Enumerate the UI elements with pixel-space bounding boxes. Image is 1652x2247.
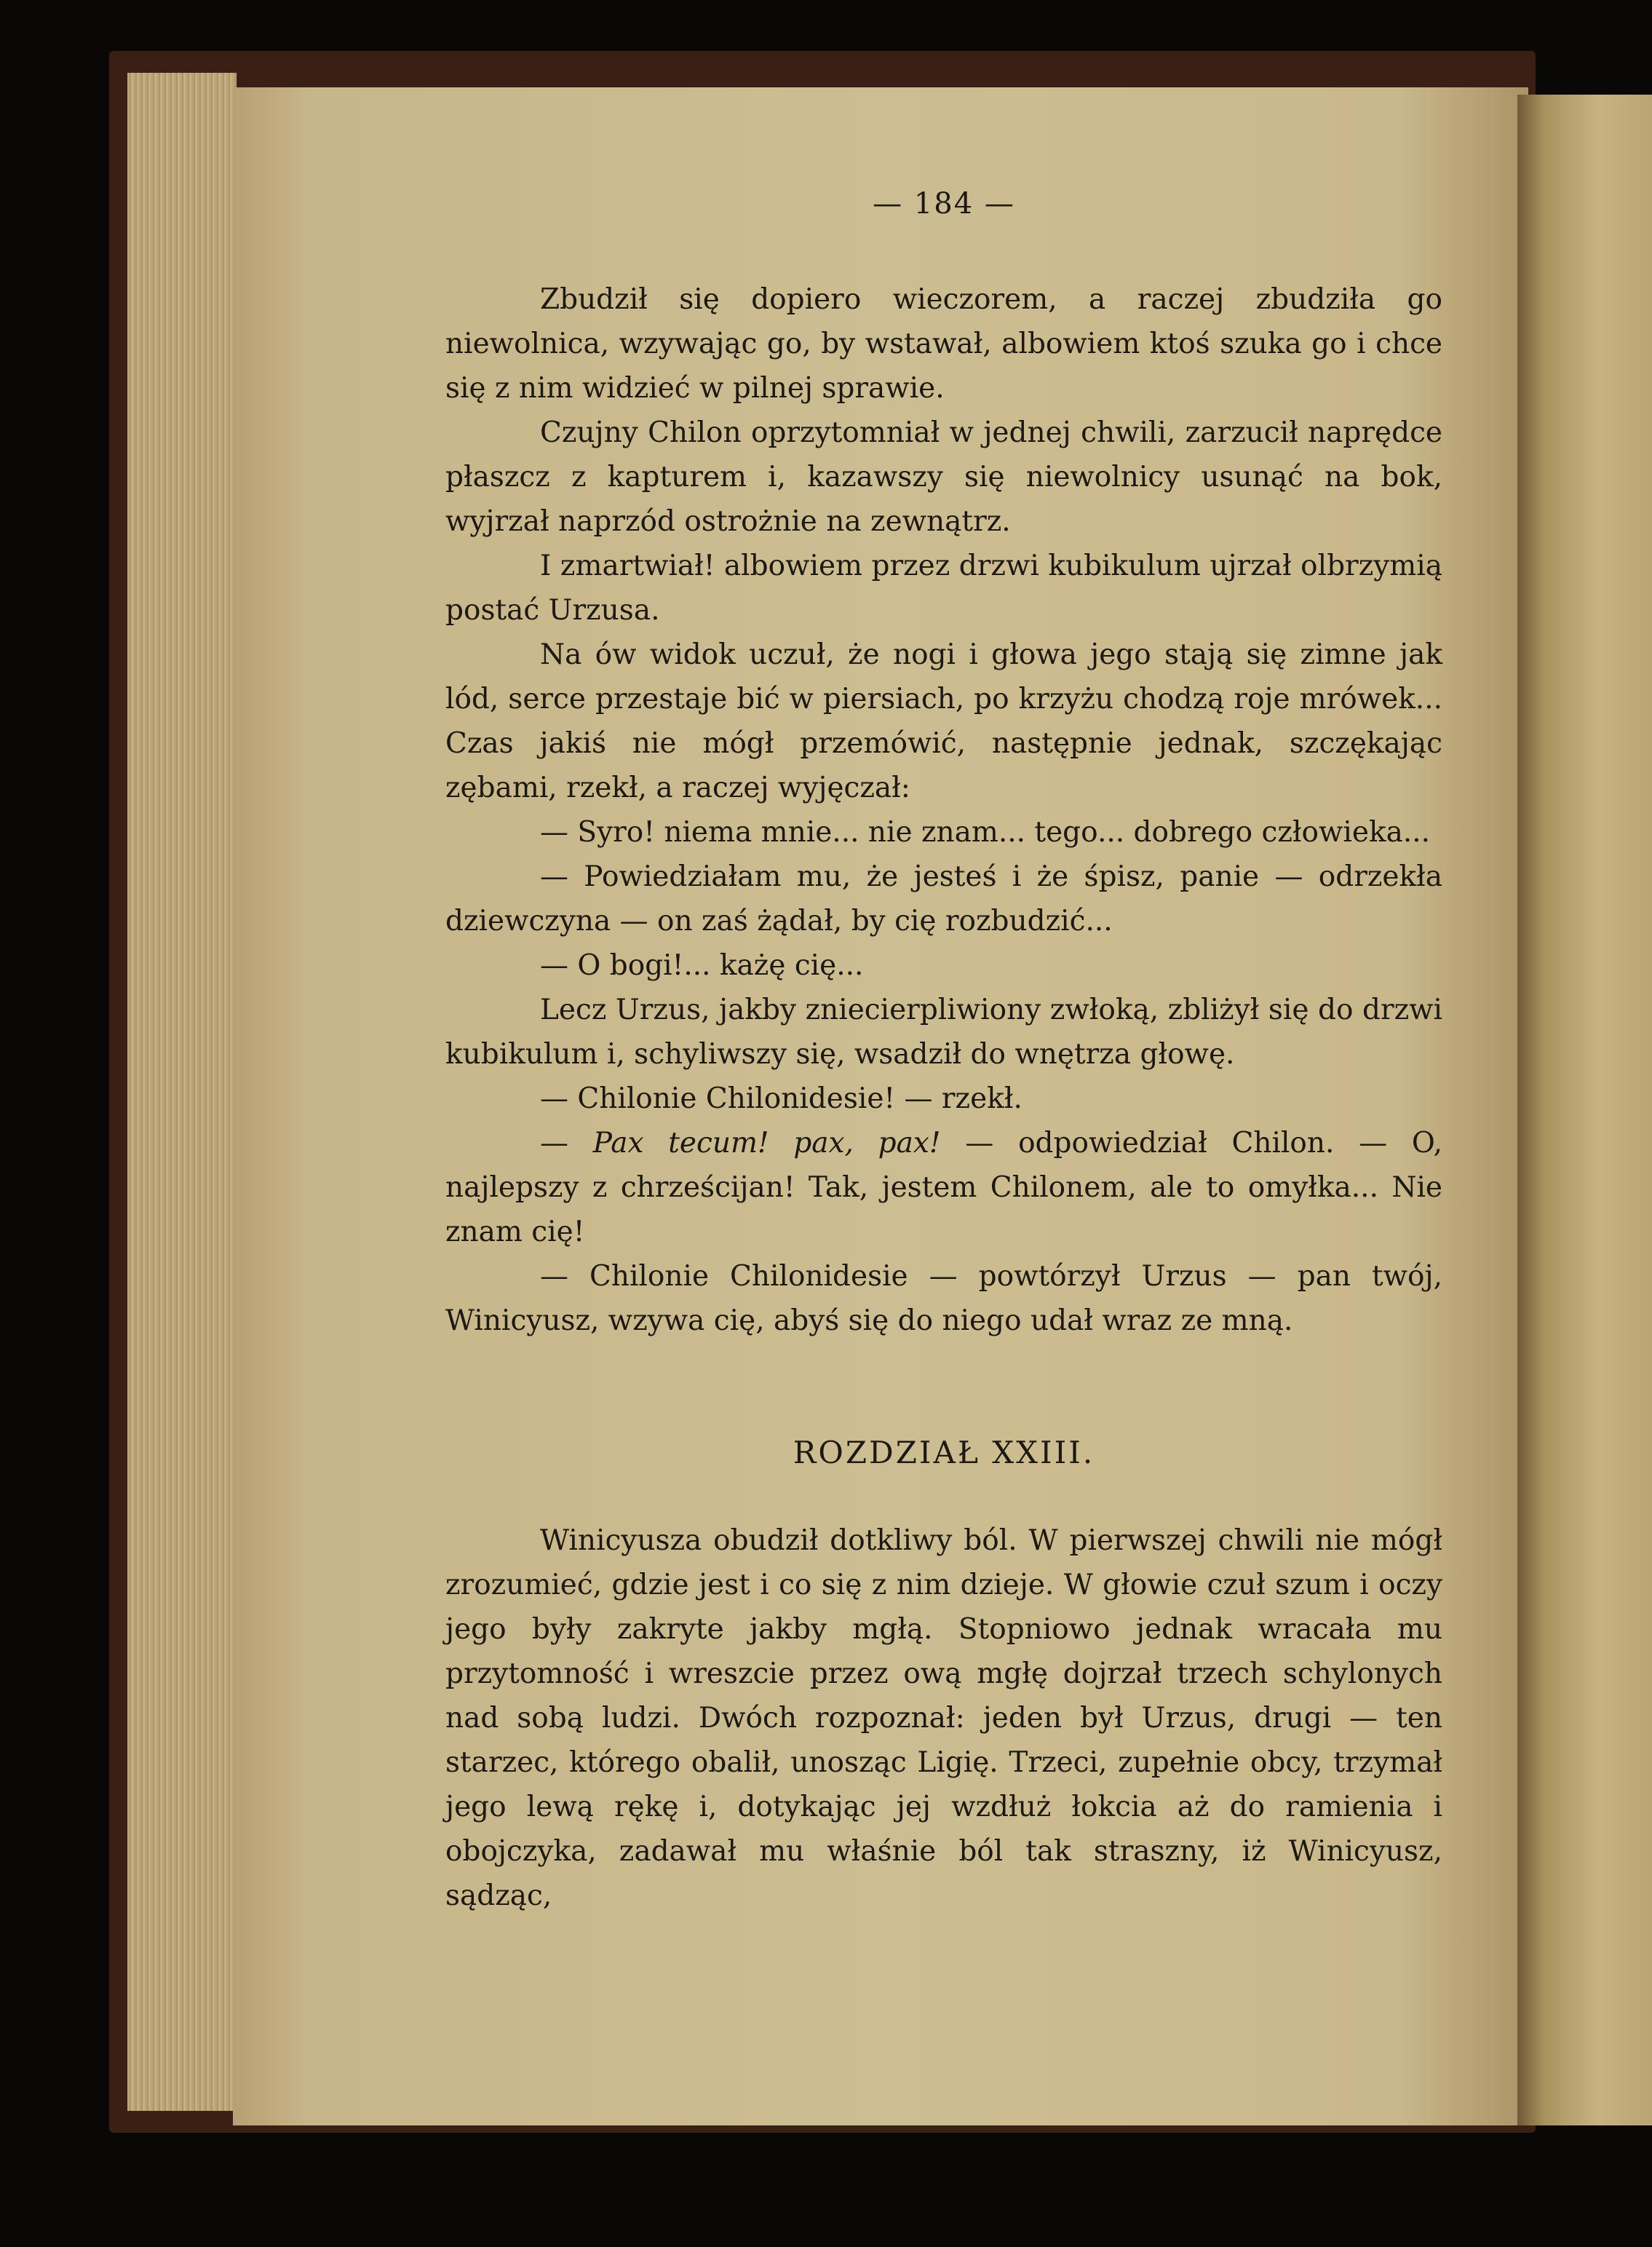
dialogue-line: — Powiedziałam mu, że jesteś i że śpisz, panie — odrzekła dziewczyna — on zaś żądał, by cię rozbudzić...	[445, 860, 1442, 938]
paragraph: Lecz Urzus, jakby zniecierpliwiony zwłoką, zbliżył się do drzwi kubikulum i, schyliwszy się, wsadził do wnętrza głowę.	[445, 994, 1442, 1071]
page-edges	[127, 73, 237, 2111]
paragraph: Na ów widok uczuł, że nogi i głowa jego stają się zimne jak lód, serce przestaje bić w piersiach, po krzyżu chodzą roje mrówek... Czas jakiś nie mógł przemówić, następnie jednak, szczękając zębami, rzekł, a raczej wyjęczał:	[445, 638, 1442, 804]
dialogue-line: — Pax tecum! pax, pax! — odpowiedział Chilon. — O, najlepszy z chrześcijan! Tak, jestem Chilonem, ale to omyłka... Nie znam cię!	[445, 1127, 1442, 1248]
paragraph: I zmartwiał! albowiem przez drzwi kubikulum ujrzał olbrzymią postać Urzusa.	[445, 550, 1442, 627]
chapter-paragraph: Winicyusza obudził dotkliwy ból. W pierwszej chwili nie mógł zrozumieć, gdzie jest i co się z nim dzieje. W głowie czuł szum i oczy jego były zakryte jakby mgłą. Stopniowo jednak wracała mu przytomność i wreszcie przez ową mgłę dojrzał trzech schylonych nad sobą ludzi. Dwóch rozpoznał: jeden był Urzus, drugi — ten starzec, którego obalił, unosząc Ligię. Trzeci, zupełnie obcy, trzymał jego lewą rękę i, dotykając jej wzdłuż łokcia aż do ramienia i obojczyka, zadawał mu właśnie ból tak straszny, iż Winicyusz, sądząc,	[445, 1524, 1442, 1912]
dialogue-line: — Chilonie Chilonidesie — powtórzył Urzus — pan twój, Winicyusz, wzywa cię, abyś się do niego udał wraz ze mną.	[445, 1260, 1442, 1337]
paragraph: Zbudził się dopiero wieczorem, a raczej zbudziła go niewolnica, wzywając go, by wstawał, albowiem ktoś szuka go i chce się z nim widzieć w pilnej sprawie.	[445, 283, 1442, 405]
paragraph: Czujny Chilon oprzytomniał w jednej chwili, zarzucił naprędce płaszcz z kapturem i, kazawszy się niewolnicy usunąć na bok, wyjrzał naprzód ostrożnie na zewnątrz.	[445, 416, 1442, 538]
chapter-heading: ROZDZIAŁ XXIII.	[793, 1435, 1095, 1470]
dialogue-line: — Syro! niema mnie... nie znam... tego... dobrego człowieka...	[540, 816, 1431, 849]
latin-phrase: Pax tecum! pax, pax!	[592, 1127, 941, 1160]
next-page-edge	[1517, 95, 1652, 2125]
page-number: — 184 —	[873, 187, 1015, 221]
dialogue-line: — Chilonie Chilonidesie! — rzekł.	[540, 1082, 1022, 1115]
page-text	[445, 182, 1442, 1918]
dialogue-line: — O bogi!... każę cię...	[540, 949, 864, 982]
dialogue-rest: — odpowiedział Chilon. — O, najlepszy z chrześcijan! Tak, jestem Chilonem, ale to omyłka... Nie znam cię!	[445, 1127, 1442, 1248]
